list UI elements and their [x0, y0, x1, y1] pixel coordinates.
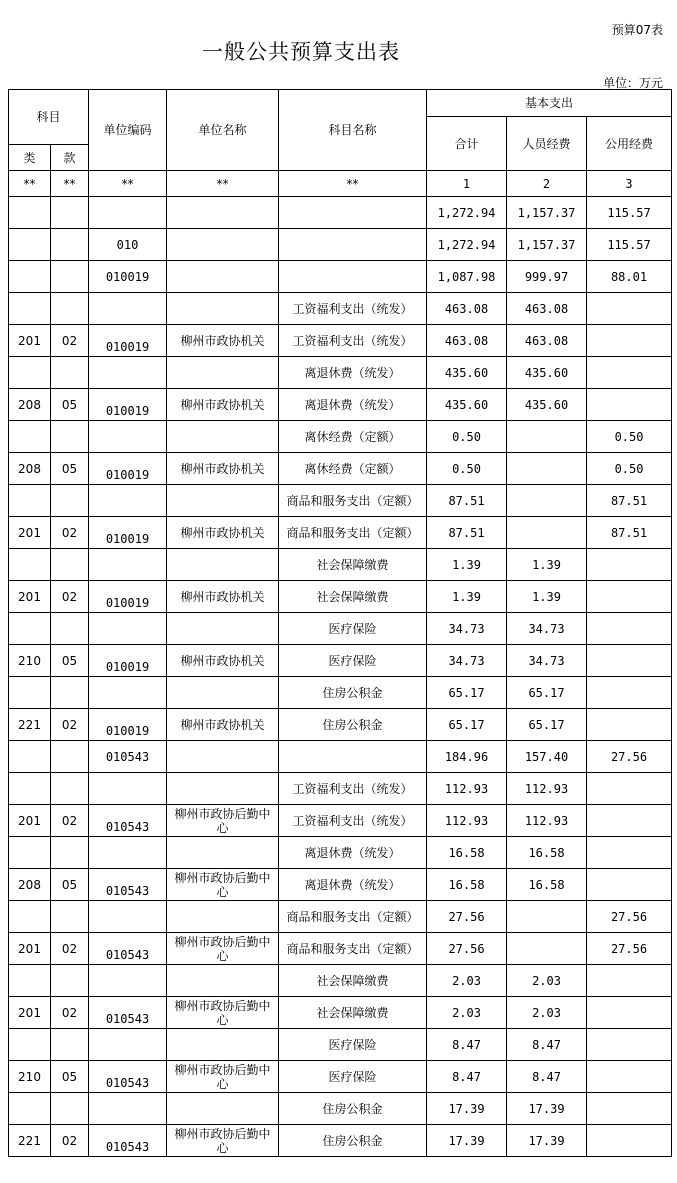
cell-unit-code: 010019 [89, 581, 167, 613]
index-name: ** [167, 171, 279, 197]
cell-personnel: 112.93 [507, 773, 587, 805]
cell-unit-code: 010019 [89, 517, 167, 549]
cell-total: 0.50 [427, 453, 507, 485]
cell-unit-name: 柳州市政协后勤中心 [167, 997, 279, 1029]
cell-lei [9, 357, 51, 389]
cell-kuan: 02 [51, 581, 89, 613]
cell-personnel: 17.39 [507, 1093, 587, 1125]
cell-lei: 201 [9, 581, 51, 613]
cell-lei [9, 741, 51, 773]
cell-kuan [51, 293, 89, 325]
cell-personnel: 1,157.37 [507, 229, 587, 261]
cell-public: 115.57 [587, 197, 672, 229]
cell-unit-name: 柳州市政协机关 [167, 581, 279, 613]
header-row-index [9, 171, 672, 197]
cell-personnel: 463.08 [507, 325, 587, 357]
cell-total: 8.47 [427, 1029, 507, 1061]
table-row [9, 645, 672, 677]
cell-public [587, 581, 672, 613]
cell-total: 1.39 [427, 581, 507, 613]
cell-personnel [507, 421, 587, 453]
cell-public [587, 1093, 672, 1125]
cell-total: 27.56 [427, 901, 507, 933]
cell-public: 87.51 [587, 517, 672, 549]
cell-subject-name: 工资福利支出（统发） [279, 293, 427, 325]
cell-public: 0.50 [587, 453, 672, 485]
cell-unit-code: 010019 [89, 389, 167, 421]
cell-kuan: 02 [51, 805, 89, 837]
table-row [9, 837, 672, 869]
cell-unit-name: 柳州市政协机关 [167, 709, 279, 741]
cell-lei [9, 837, 51, 869]
cell-kuan [51, 549, 89, 581]
cell-unit-code: 010543 [89, 805, 167, 837]
cell-subject-name: 工资福利支出（统发） [279, 325, 427, 357]
cell-subject-name: 社会保障缴费 [279, 997, 427, 1029]
header-total: 合计 [427, 117, 507, 171]
cell-unit-code [89, 773, 167, 805]
cell-unit-name: 柳州市政协机关 [167, 453, 279, 485]
cell-total: 184.96 [427, 741, 507, 773]
cell-personnel: 2.03 [507, 965, 587, 997]
cell-unit-name: 柳州市政协机关 [167, 389, 279, 421]
cell-public [587, 805, 672, 837]
cell-kuan [51, 1093, 89, 1125]
cell-subject-name: 住房公积金 [279, 709, 427, 741]
cell-subject-name: 离退休费（统发） [279, 837, 427, 869]
cell-personnel: 17.39 [507, 1125, 587, 1157]
cell-total: 16.58 [427, 837, 507, 869]
table-row [9, 389, 672, 421]
cell-kuan [51, 485, 89, 517]
cell-kuan: 05 [51, 389, 89, 421]
cell-public: 27.56 [587, 901, 672, 933]
cell-total: 1,272.94 [427, 229, 507, 261]
cell-personnel: 157.40 [507, 741, 587, 773]
cell-public: 0.50 [587, 421, 672, 453]
cell-kuan [51, 261, 89, 293]
cell-public [587, 1125, 672, 1157]
index-2: 2 [507, 171, 587, 197]
cell-unit-code: 010019 [89, 709, 167, 741]
cell-subject-name: 住房公积金 [279, 677, 427, 709]
cell-unit-name: 柳州市政协后勤中心 [167, 1061, 279, 1093]
cell-total: 1.39 [427, 549, 507, 581]
cell-public [587, 293, 672, 325]
index-1: 1 [427, 171, 507, 197]
cell-unit-code: 010019 [89, 325, 167, 357]
cell-total: 16.58 [427, 869, 507, 901]
cell-personnel [507, 453, 587, 485]
cell-personnel: 16.58 [507, 869, 587, 901]
table-row [9, 581, 672, 613]
cell-public [587, 1029, 672, 1061]
cell-unit-name [167, 197, 279, 229]
cell-total: 112.93 [427, 805, 507, 837]
cell-subject-name: 医疗保险 [279, 645, 427, 677]
cell-subject-name: 离退休费（统发） [279, 869, 427, 901]
cell-public [587, 837, 672, 869]
cell-unit-name [167, 261, 279, 293]
cell-subject-name [279, 741, 427, 773]
cell-public: 27.56 [587, 933, 672, 965]
cell-lei [9, 1093, 51, 1125]
cell-public [587, 613, 672, 645]
cell-subject-name: 离退休费（统发） [279, 389, 427, 421]
cell-public [587, 965, 672, 997]
cell-unit-name [167, 357, 279, 389]
cell-total: 27.56 [427, 933, 507, 965]
cell-lei [9, 901, 51, 933]
cell-public [587, 869, 672, 901]
cell-lei [9, 197, 51, 229]
index-code: ** [89, 171, 167, 197]
table-row [9, 805, 672, 837]
cell-lei: 201 [9, 933, 51, 965]
cell-subject-name: 医疗保险 [279, 1061, 427, 1093]
cell-kuan: 05 [51, 453, 89, 485]
unit-label: 单位：万元 [602, 76, 663, 90]
cell-subject-name: 商品和服务支出（定额） [279, 517, 427, 549]
cell-subject-name: 商品和服务支出（定额） [279, 485, 427, 517]
cell-unit-code [89, 677, 167, 709]
cell-unit-name: 柳州市政协后勤中心 [167, 869, 279, 901]
cell-total: 463.08 [427, 325, 507, 357]
cell-kuan [51, 741, 89, 773]
cell-unit-name [167, 485, 279, 517]
index-subject: ** [279, 171, 427, 197]
cell-total: 0.50 [427, 421, 507, 453]
cell-total: 87.51 [427, 517, 507, 549]
cell-kuan: 02 [51, 933, 89, 965]
header-lei: 类 [9, 145, 51, 171]
cell-unit-code [89, 1093, 167, 1125]
cell-unit-code [89, 421, 167, 453]
cell-kuan [51, 773, 89, 805]
cell-kuan [51, 901, 89, 933]
cell-public [587, 997, 672, 1029]
index-3: 3 [587, 171, 672, 197]
cell-unit-code: 010019 [89, 261, 167, 293]
table-row [9, 229, 672, 261]
index-kuan: ** [51, 171, 89, 197]
cell-kuan [51, 677, 89, 709]
cell-kuan: 02 [51, 1125, 89, 1157]
table-row [9, 293, 672, 325]
table-row [9, 1093, 672, 1125]
cell-lei [9, 613, 51, 645]
cell-total: 435.60 [427, 357, 507, 389]
cell-personnel: 112.93 [507, 805, 587, 837]
cell-unit-code: 010543 [89, 933, 167, 965]
cell-public [587, 357, 672, 389]
cell-unit-code [89, 1029, 167, 1061]
table-row [9, 741, 672, 773]
cell-public [587, 645, 672, 677]
cell-total: 2.03 [427, 965, 507, 997]
cell-unit-name: 柳州市政协后勤中心 [167, 805, 279, 837]
cell-subject-name: 社会保障缴费 [279, 581, 427, 613]
cell-unit-code: 010019 [89, 453, 167, 485]
cell-lei [9, 549, 51, 581]
cell-personnel [507, 933, 587, 965]
cell-kuan: 05 [51, 645, 89, 677]
cell-total: 1,087.98 [427, 261, 507, 293]
cell-subject-name [279, 229, 427, 261]
header-unit-code: 单位编码 [89, 90, 167, 171]
cell-unit-name [167, 613, 279, 645]
cell-public: 87.51 [587, 485, 672, 517]
cell-lei [9, 773, 51, 805]
cell-unit-name [167, 965, 279, 997]
cell-public [587, 325, 672, 357]
table-row [9, 677, 672, 709]
cell-public: 115.57 [587, 229, 672, 261]
cell-personnel: 1.39 [507, 581, 587, 613]
cell-personnel: 65.17 [507, 677, 587, 709]
cell-lei: 210 [9, 1061, 51, 1093]
cell-lei: 208 [9, 453, 51, 485]
cell-total: 34.73 [427, 645, 507, 677]
cell-personnel: 8.47 [507, 1029, 587, 1061]
cell-personnel: 16.58 [507, 837, 587, 869]
cell-public [587, 709, 672, 741]
cell-personnel: 2.03 [507, 997, 587, 1029]
table-row [9, 613, 672, 645]
cell-lei: 201 [9, 517, 51, 549]
cell-subject-name: 工资福利支出（统发） [279, 773, 427, 805]
cell-unit-name [167, 837, 279, 869]
cell-unit-name [167, 741, 279, 773]
table-row [9, 453, 672, 485]
table-row [9, 261, 672, 293]
table-row [9, 773, 672, 805]
cell-lei [9, 293, 51, 325]
cell-subject-name: 社会保障缴费 [279, 549, 427, 581]
cell-total: 34.73 [427, 613, 507, 645]
cell-lei [9, 485, 51, 517]
cell-unit-name: 柳州市政协机关 [167, 325, 279, 357]
cell-lei [9, 965, 51, 997]
cell-kuan [51, 965, 89, 997]
table-row [9, 357, 672, 389]
cell-personnel: 463.08 [507, 293, 587, 325]
table-row [9, 549, 672, 581]
cell-total: 87.51 [427, 485, 507, 517]
cell-subject-name [279, 197, 427, 229]
cell-total: 17.39 [427, 1093, 507, 1125]
cell-public [587, 677, 672, 709]
cell-subject-name: 医疗保险 [279, 1029, 427, 1061]
cell-lei [9, 229, 51, 261]
cell-public [587, 389, 672, 421]
header-kuan: 款 [51, 145, 89, 171]
cell-unit-name: 柳州市政协后勤中心 [167, 1125, 279, 1157]
cell-unit-code: 010543 [89, 869, 167, 901]
cell-subject-name: 医疗保险 [279, 613, 427, 645]
table-row [9, 485, 672, 517]
cell-unit-code [89, 293, 167, 325]
table-row [9, 517, 672, 549]
cell-total: 8.47 [427, 1061, 507, 1093]
cell-public: 27.56 [587, 741, 672, 773]
cell-lei [9, 421, 51, 453]
cell-unit-name [167, 293, 279, 325]
budget-table [8, 89, 672, 1157]
header-subject-name: 科目名称 [279, 90, 427, 171]
cell-total: 65.17 [427, 677, 507, 709]
cell-subject-name: 商品和服务支出（定额） [279, 933, 427, 965]
table-body [9, 197, 672, 1157]
table-row [9, 1125, 672, 1157]
header-row-1 [9, 90, 672, 117]
cell-kuan: 02 [51, 325, 89, 357]
cell-unit-code: 010 [89, 229, 167, 261]
cell-lei: 201 [9, 805, 51, 837]
cell-public [587, 1061, 672, 1093]
cell-subject-name: 离退休费（统发） [279, 357, 427, 389]
cell-personnel: 999.97 [507, 261, 587, 293]
cell-kuan [51, 197, 89, 229]
table-row [9, 965, 672, 997]
cell-unit-name [167, 549, 279, 581]
cell-unit-name [167, 1029, 279, 1061]
table-row [9, 421, 672, 453]
cell-subject-name: 工资福利支出（统发） [279, 805, 427, 837]
cell-unit-name [167, 229, 279, 261]
cell-personnel: 435.60 [507, 357, 587, 389]
cell-unit-name [167, 421, 279, 453]
cell-total: 112.93 [427, 773, 507, 805]
cell-subject-name: 住房公积金 [279, 1093, 427, 1125]
cell-unit-code [89, 901, 167, 933]
cell-subject-name [279, 261, 427, 293]
page-title: 一般公共预算支出表 [202, 40, 400, 64]
cell-lei: 221 [9, 709, 51, 741]
cell-public [587, 549, 672, 581]
cell-public: 88.01 [587, 261, 672, 293]
cell-total: 1,272.94 [427, 197, 507, 229]
cell-kuan [51, 357, 89, 389]
cell-kuan: 02 [51, 517, 89, 549]
cell-unit-name [167, 773, 279, 805]
cell-subject-name: 社会保障缴费 [279, 965, 427, 997]
cell-total: 435.60 [427, 389, 507, 421]
cell-kuan [51, 613, 89, 645]
cell-subject-name: 商品和服务支出（定额） [279, 901, 427, 933]
cell-unit-code [89, 357, 167, 389]
cell-kuan: 02 [51, 709, 89, 741]
cell-unit-name [167, 1093, 279, 1125]
cell-total: 65.17 [427, 709, 507, 741]
cell-personnel [507, 901, 587, 933]
cell-subject-name: 住房公积金 [279, 1125, 427, 1157]
table-row [9, 1029, 672, 1061]
table-row [9, 933, 672, 965]
table-code: 预算07表 [611, 23, 663, 37]
cell-unit-code: 010543 [89, 1125, 167, 1157]
cell-kuan [51, 837, 89, 869]
cell-personnel [507, 517, 587, 549]
cell-lei: 201 [9, 997, 51, 1029]
cell-lei: 221 [9, 1125, 51, 1157]
cell-subject-name: 离休经费（定额） [279, 453, 427, 485]
cell-unit-code: 010543 [89, 997, 167, 1029]
cell-unit-name: 柳州市政协后勤中心 [167, 933, 279, 965]
cell-lei [9, 1029, 51, 1061]
cell-personnel [507, 485, 587, 517]
cell-lei: 208 [9, 869, 51, 901]
table-row [9, 997, 672, 1029]
header-public: 公用经费 [587, 117, 672, 171]
cell-total: 2.03 [427, 997, 507, 1029]
cell-lei [9, 261, 51, 293]
cell-personnel: 435.60 [507, 389, 587, 421]
cell-kuan: 02 [51, 997, 89, 1029]
cell-personnel: 1.39 [507, 549, 587, 581]
cell-personnel: 34.73 [507, 613, 587, 645]
cell-subject-name: 离休经费（定额） [279, 421, 427, 453]
cell-unit-code [89, 197, 167, 229]
cell-unit-code [89, 549, 167, 581]
cell-kuan [51, 229, 89, 261]
table-row [9, 325, 672, 357]
cell-personnel: 65.17 [507, 709, 587, 741]
cell-total: 463.08 [427, 293, 507, 325]
header-subject: 科目 [9, 90, 89, 145]
cell-lei: 210 [9, 645, 51, 677]
cell-unit-code [89, 837, 167, 869]
cell-personnel: 34.73 [507, 645, 587, 677]
table-row [9, 901, 672, 933]
cell-unit-name [167, 901, 279, 933]
header-unit-name: 单位名称 [167, 90, 279, 171]
table-row [9, 1061, 672, 1093]
table-row [9, 197, 672, 229]
cell-lei [9, 677, 51, 709]
cell-unit-code: 010019 [89, 645, 167, 677]
cell-personnel: 1,157.37 [507, 197, 587, 229]
cell-unit-name: 柳州市政协机关 [167, 645, 279, 677]
table-row [9, 709, 672, 741]
cell-public [587, 773, 672, 805]
cell-unit-code: 010543 [89, 741, 167, 773]
cell-lei: 201 [9, 325, 51, 357]
cell-kuan: 05 [51, 1061, 89, 1093]
cell-unit-name: 柳州市政协机关 [167, 517, 279, 549]
cell-total: 17.39 [427, 1125, 507, 1157]
cell-personnel: 8.47 [507, 1061, 587, 1093]
header-personnel: 人员经费 [507, 117, 587, 171]
header-basic-expenditure: 基本支出 [427, 90, 672, 117]
cell-lei: 208 [9, 389, 51, 421]
cell-unit-code: 010543 [89, 1061, 167, 1093]
cell-unit-code [89, 965, 167, 997]
index-lei: ** [9, 171, 51, 197]
cell-kuan [51, 1029, 89, 1061]
cell-unit-code [89, 613, 167, 645]
cell-kuan [51, 421, 89, 453]
cell-unit-code [89, 485, 167, 517]
table-row [9, 869, 672, 901]
cell-unit-name [167, 677, 279, 709]
cell-kuan: 05 [51, 869, 89, 901]
